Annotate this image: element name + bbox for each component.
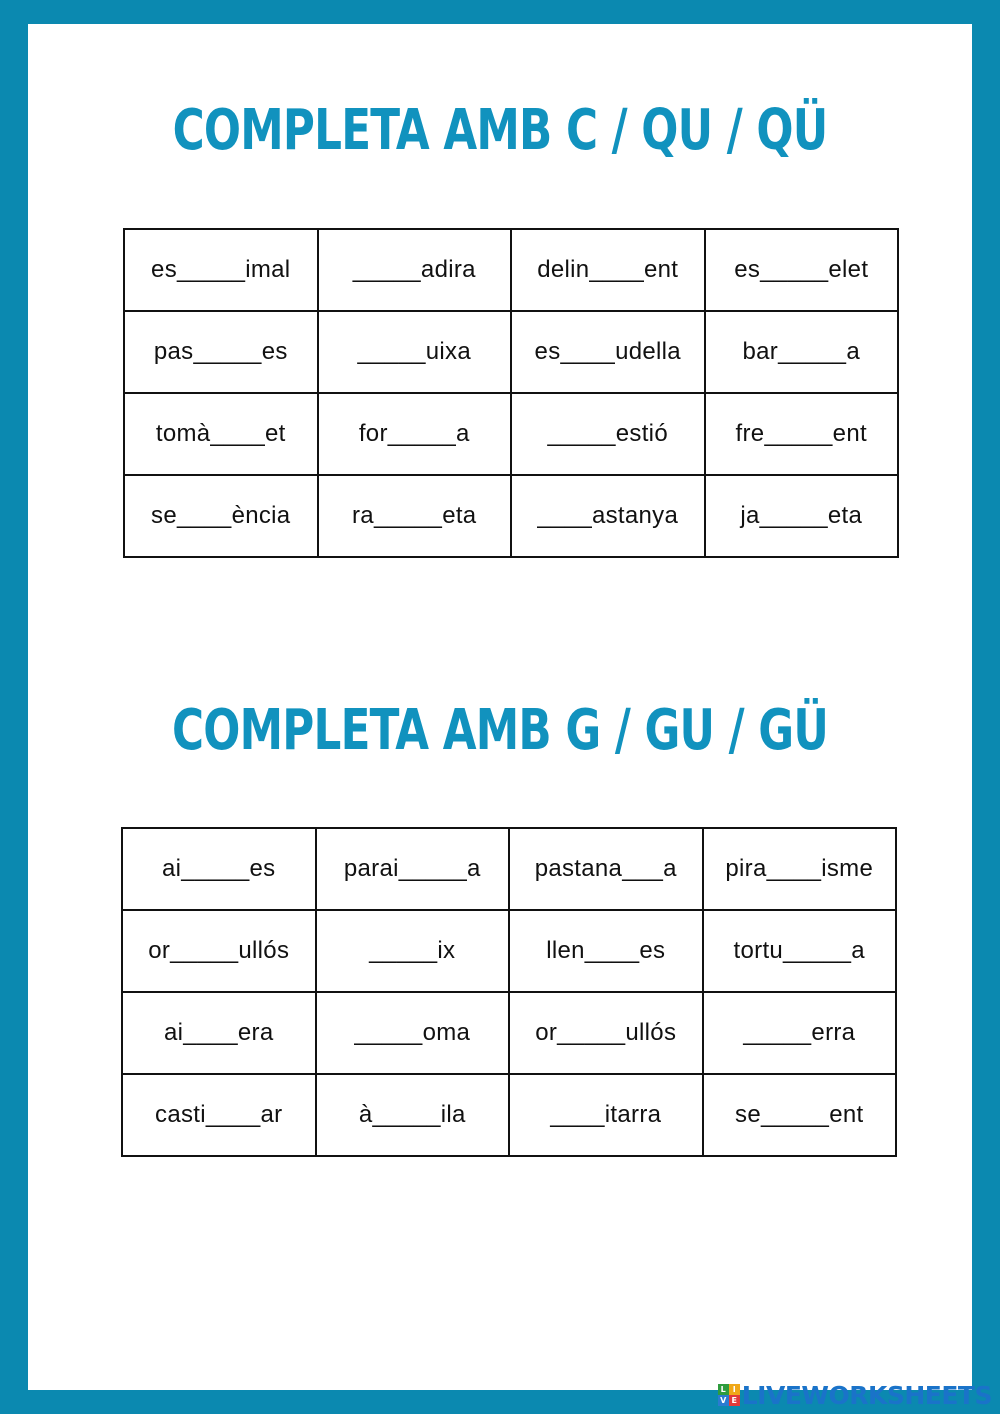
- word-cell: tomà____et: [124, 393, 318, 475]
- word-cell: bar_____a: [705, 311, 899, 393]
- word-cell: ai_____es: [122, 828, 316, 910]
- watermark-text: LIVEWORKSHEETS: [741, 1380, 992, 1410]
- word-cell: ____itarra: [509, 1074, 703, 1156]
- word-cell: pas_____es: [124, 311, 318, 393]
- exercise-table-c-qu: [123, 228, 899, 558]
- table-row: [122, 992, 896, 1074]
- word-cell: parai_____a: [316, 828, 510, 910]
- word-cell: _____uixa: [318, 311, 512, 393]
- liveworksheets-watermark: [718, 1380, 992, 1410]
- word-cell: for_____a: [318, 393, 512, 475]
- table-row: [124, 229, 898, 311]
- word-cell: or_____ullós: [509, 992, 703, 1074]
- word-cell: se_____ent: [703, 1074, 897, 1156]
- word-cell: _____estió: [511, 393, 705, 475]
- liveworksheets-logo-icon: L I V E: [718, 1384, 740, 1406]
- word-cell: es_____elet: [705, 229, 899, 311]
- word-cell: llen____es: [509, 910, 703, 992]
- word-cell: pastana___a: [509, 828, 703, 910]
- table-row: [124, 475, 898, 557]
- word-cell: se____ència: [124, 475, 318, 557]
- exercise-table-g-gu: [121, 827, 897, 1157]
- table-row: [122, 910, 896, 992]
- table-row: [124, 393, 898, 475]
- word-cell: es____udella: [511, 311, 705, 393]
- word-cell: es_____imal: [124, 229, 318, 311]
- word-cell: _____adira: [318, 229, 512, 311]
- word-cell: ja_____eta: [705, 475, 899, 557]
- word-cell: _____ix: [316, 910, 510, 992]
- word-cell: or_____ullós: [122, 910, 316, 992]
- word-cell: tortu_____a: [703, 910, 897, 992]
- word-cell: à_____ila: [316, 1074, 510, 1156]
- word-cell: delin____ent: [511, 229, 705, 311]
- table-row: [122, 828, 896, 910]
- word-cell: fre_____ent: [705, 393, 899, 475]
- word-cell: _____erra: [703, 992, 897, 1074]
- table-row: [124, 311, 898, 393]
- word-cell: ai____era: [122, 992, 316, 1074]
- word-cell: casti____ar: [122, 1074, 316, 1156]
- word-cell: ____astanya: [511, 475, 705, 557]
- word-cell: _____oma: [316, 992, 510, 1074]
- section-title-c-qu: COMPLETA AMB C / QU / QÜ: [172, 98, 828, 163]
- word-cell: ra_____eta: [318, 475, 512, 557]
- section-title-g-gu: COMPLETA AMB G / GU / GÜ: [171, 698, 829, 763]
- table-row: [122, 1074, 896, 1156]
- word-cell: pira____isme: [703, 828, 897, 910]
